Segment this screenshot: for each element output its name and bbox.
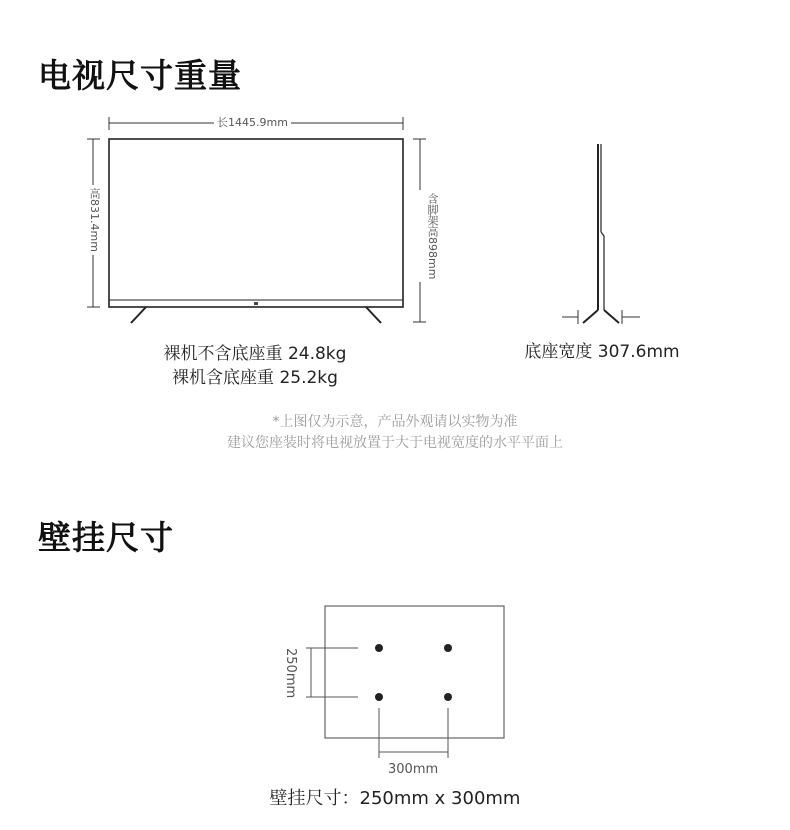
base-width-label: 底座宽度 307.6mm [524,342,680,362]
section-title-wall-mount: 壁挂尺寸 [38,518,174,557]
wall-horizontal-spacing-label: 300mm [388,762,439,777]
weight-without-stand: 裸机不含底座重 24.8kg [163,344,347,364]
disclaimer-note: *上图仅为示意，产品外观请以实物为准 [272,414,518,430]
wall-vertical-spacing-label: 250mm [283,648,298,699]
height-with-stand-label: 含脚架高898mm [413,190,439,282]
section-title-tv-size-weight: 电视尺寸重量 [38,56,242,95]
width-dimension-label: 长1445.9mm [214,116,291,130]
wall-mount-spec: 壁挂尺寸：250mm x 300mm [269,788,521,809]
weight-with-stand: 裸机含底座重 25.2kg [172,368,338,388]
placement-note: 建议您座装时将电视放置于大于电视宽度的水平平面上 [227,435,563,451]
height-dimension-label: 高831.4mm [86,185,102,255]
